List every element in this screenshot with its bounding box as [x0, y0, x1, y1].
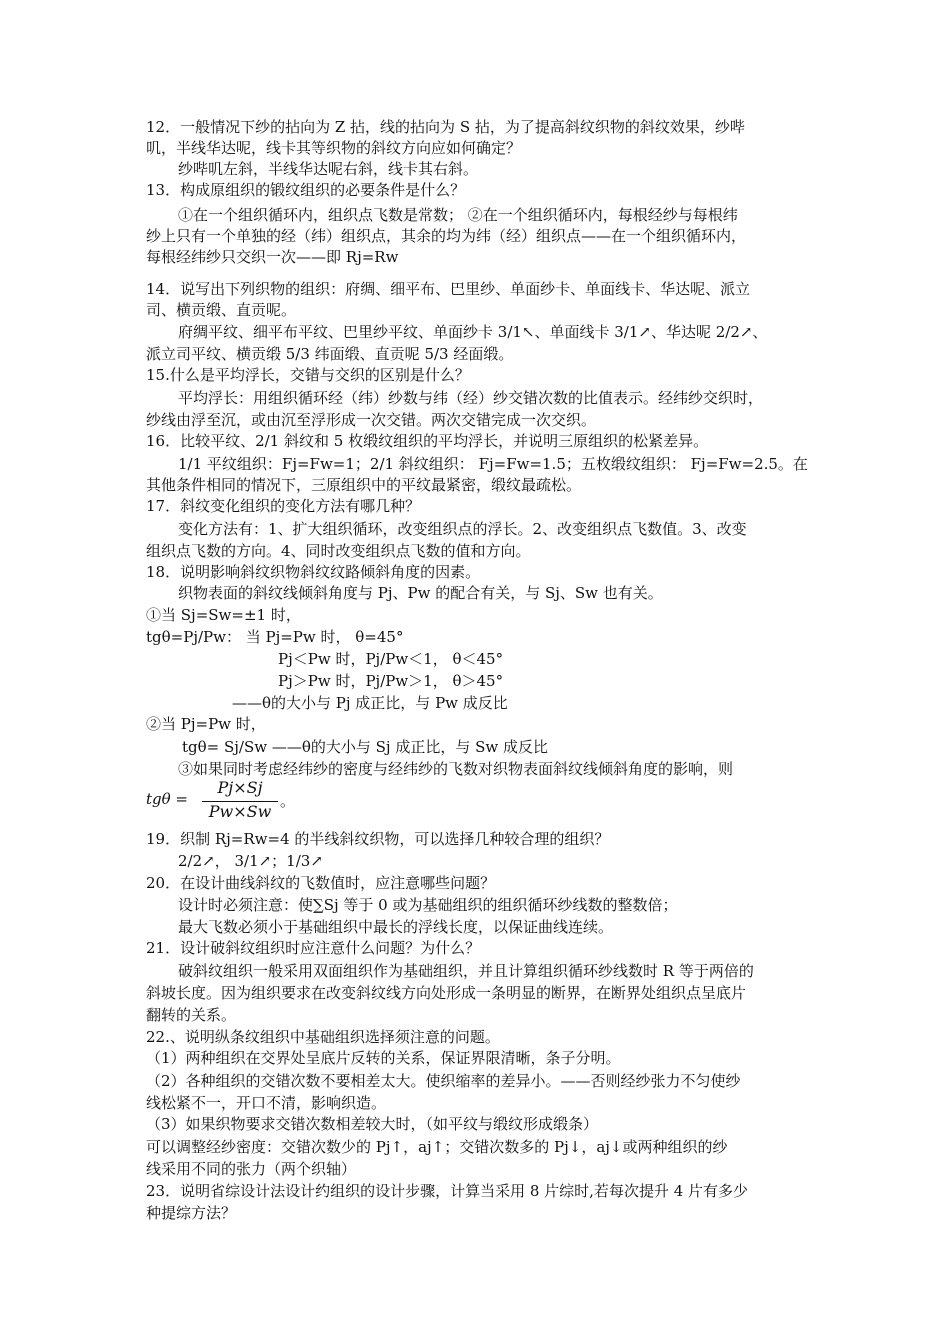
text-line: 19．织制 Rj=Rw=4 的半线斜纹织物，可以选择几种较合理的组织？ — [146, 830, 610, 848]
text-line: 17．斜纹变化组织的变化方法有哪几种？ — [146, 497, 421, 515]
text-line: 其他条件相同的情况下，三原组织中的平纹最紧密，缎纹最疏松。 — [146, 476, 582, 494]
text-line: 13．构成原组织的锻纹组织的必要条件是什么？ — [146, 181, 466, 199]
text-line: 织物表面的斜纹线倾斜角度与 Pj、Pw 的配合有关，与 Sj、Sw 也有关。 — [178, 584, 663, 602]
text-line: ①在一个组织循环内，组织点飞数是常数； ②在一个组织循环内，每根经纱与每根纬 — [178, 206, 738, 224]
formula-denominator: Pw×Sw — [208, 802, 272, 821]
text-line: 司、横贡缎、直贡呢。 — [146, 301, 297, 319]
text-line: ——θ的大小与 Pj 成正比，与 Pw 成反比 — [232, 694, 508, 712]
text-line: ③如果同时考虑经纬纱的密度与经纬纱的飞数对织物表面斜纹线倾斜角度的影响，则 — [178, 760, 734, 778]
text-line: 21．设计破斜纹组织时应注意什么问题？为什么？ — [146, 939, 481, 957]
text-line: 变化方法有：1、扩大组织循环，改变组织点的浮长。2、改变组织点飞数值。3、改变 — [178, 520, 747, 538]
formula-end-punctuation: 。 — [280, 792, 296, 810]
text-line: 叽，半线华达呢，线卡其等织物的斜纹方向应如何确定？ — [146, 139, 522, 157]
text-line: 15.什么是平均浮长，交错与交织的区别是什么？ — [146, 366, 470, 384]
formula-numerator: Pj×Sj — [217, 778, 263, 797]
text-line: 最大飞数必须小于基础组织中最长的浮线长度，以保证曲线连续。 — [178, 918, 614, 936]
text-line: 派立司平纹、横贡缎 5/3 纬面缎、直贡呢 5/3 经面缎。 — [146, 345, 514, 363]
text-line: 14．说写出下列织物的组织：府绸、细平布、巴里纱、单面纱卡、单面线卡、华达呢、派立 — [146, 280, 751, 298]
text-line: 18．说明影响斜纹织物斜纹纹路倾斜角度的因素。 — [146, 563, 481, 581]
text-line: 纱上只有一个单独的经（纬）组织点，其余的均为纬（经）组织点——在一个组织循环内， — [146, 227, 747, 245]
text-line: tgθ=Pj/Pw： 当 Pj=Pw 时， θ=45° — [146, 628, 404, 646]
text-line: Pj＜Pw 时，Pj/Pw＜1， θ＜45° — [278, 650, 504, 668]
text-line: ①当 Sj=Sw=±1 时， — [146, 606, 301, 624]
text-line: 破斜纹组织一般采用双面组织作为基础组织，并且计算组织循环纱线数时 R 等于两倍的 — [178, 962, 754, 980]
text-line: 2/2↗， 3/1↗；1/3↗ — [178, 852, 323, 870]
text-line: 1/1 平纹组织：Fj=Fw=1；2/1 斜纹组织： Fj=Fw=1.5；五枚缎纹组织： Fj=Fw=2.5。在 — [178, 455, 808, 473]
text-line: 16．比较平纹、2/1 斜纹和 5 枚缎纹组织的平均浮长，并说明三原组织的松紧差异。 — [146, 432, 709, 450]
text-line: 线松紧不一，开口不清，影响织造。 — [146, 1094, 387, 1112]
text-line: （3）如果织物要求交错次数相差较大时，（如平纹与缎纹形成缎条） — [146, 1115, 599, 1133]
text-line: 设计时必须注意：使∑Sj 等于 0 或为基础组织的组织循环纱线数的整数倍； — [178, 896, 678, 914]
text-line: 翻转的关系。 — [146, 1006, 237, 1024]
text-line: 20．在设计曲线斜纹的飞数值时，应注意哪些问题？ — [146, 874, 496, 892]
text-line: 每根经纬纱只交织一次——即 Rj=Rw — [146, 248, 399, 266]
text-line: tgθ= Sj/Sw ——θ的大小与 Sj 成正比，与 Sw 成反比 — [182, 738, 549, 756]
text-line: （1）两种组织在交界处呈底片反转的关系，保证界限清晰，条子分明。 — [146, 1049, 621, 1067]
text-line: 平均浮长：用组织循环经（纬）纱数与纬（经）纱交错次数的比值表示。经纬纱交织时， — [178, 389, 764, 407]
text-line: 纱线由浮至沉，或由沉至浮形成一次交错。两次交错完成一次交织。 — [146, 411, 597, 429]
text-line: 23．说明省综设计法设计约组织的设计步骤，计算当采用 8 片综时,若每次提升 4 片有多少 — [146, 1182, 749, 1200]
text-line: 12．一般情况下纱的拈向为 Z 拈，线的拈向为 S 拈，为了提高斜纹织物的斜纹效果，纱哔 — [146, 118, 745, 136]
text-line: Pj＞Pw 时，Pj/Pw＞1， θ＞45° — [278, 672, 504, 690]
text-line: （2）各种组织的交错次数不要相差太大。使织缩率的差异小。——否则经纱张力不匀使纱 — [146, 1072, 741, 1090]
text-line: 种提综方法？ — [146, 1204, 237, 1222]
text-line: 府绸平纹、细平布平纹、巴里纱平纹、单面纱卡 3/1↖、单面线卡 3/1↗、华达呢 2/2↗、 — [178, 323, 768, 341]
text-line: 线采用不同的张力（两个织轴） — [146, 1160, 357, 1178]
text-line: ②当 Pj=Pw 时， — [146, 715, 266, 733]
text-line: 22.、说明纵条纹组织中基础组织选择须注意的问题。 — [146, 1028, 500, 1046]
text-line: 纱哔叽左斜，半线华达呢右斜，线卡其右斜。 — [178, 160, 479, 178]
text-line: 可以调整经纱密度：交错次数少的 Pj↑，aj↑；交错次数多的 Pj↓，aj↓或两种组织的纱 — [146, 1138, 728, 1156]
formula-lhs: tgθ = — [146, 790, 188, 808]
text-line: 斜坡长度。因为组织要求在改变斜纹线方向处形成一条明显的断界，在断界处组织点呈底片 — [146, 984, 747, 1002]
text-line: 组织点飞数的方向。4、同时改变组织点飞数的值和方向。 — [146, 542, 531, 560]
